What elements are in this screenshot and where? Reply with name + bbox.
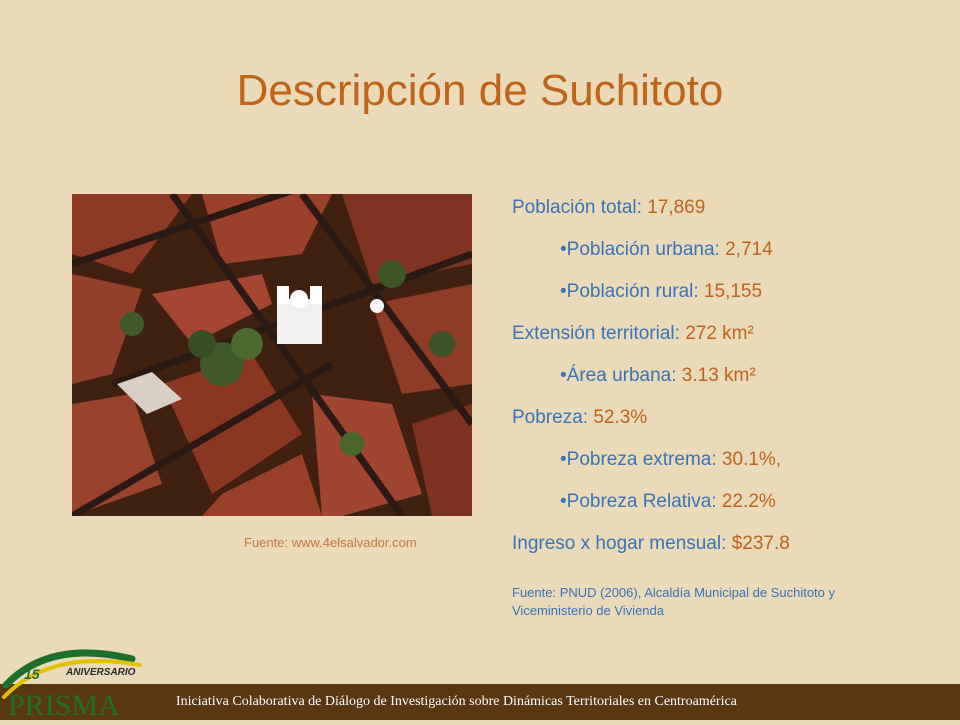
aerial-town-illustration [72, 194, 472, 516]
photo-source: Fuente: www.4elsalvador.com [244, 535, 417, 550]
logo-anniversary: ANIVERSARIO [66, 667, 136, 678]
stat-pobreza: Pobreza: 52.3% [512, 407, 648, 428]
aerial-town-photo [72, 194, 472, 516]
stat-area-urbana: •Área urbana: 3.13 km² [560, 365, 756, 386]
stat-poblacion-total: Población total: 17,869 [512, 197, 706, 218]
stat-poblacion-rural: •Población rural: 15,155 [560, 281, 763, 302]
stats-list [512, 194, 932, 572]
logo-number: 15 [24, 666, 40, 682]
logo-name: PRISMA [8, 689, 120, 720]
stat-poblacion-urbana: •Población urbana: 2,714 [560, 239, 773, 260]
stat-pobreza-extrema: •Pobreza extrema: 30.1%, [560, 449, 782, 470]
prisma-logo [0, 645, 172, 720]
footer-text: Iniciativa Colaborativa de Diálogo de Investigación sobre Dinámicas Territoriales en Centroamérica [176, 694, 737, 709]
prisma-logo-svg [0, 645, 172, 720]
stat-pobreza-relativa: •Pobreza Relativa: 22.2% [560, 491, 776, 512]
stat-extension-territorial: Extensión territorial: 272 km² [512, 323, 754, 344]
slide-title: Descripción de Suchitoto [236, 66, 724, 115]
stat-ingreso-hogar: Ingreso x hogar mensual: $237.8 [512, 533, 790, 554]
data-source: Fuente: PNUD (2006), Alcaldía Municipal de Suchitoto y Viceministerio de Vivienda [512, 585, 836, 618]
